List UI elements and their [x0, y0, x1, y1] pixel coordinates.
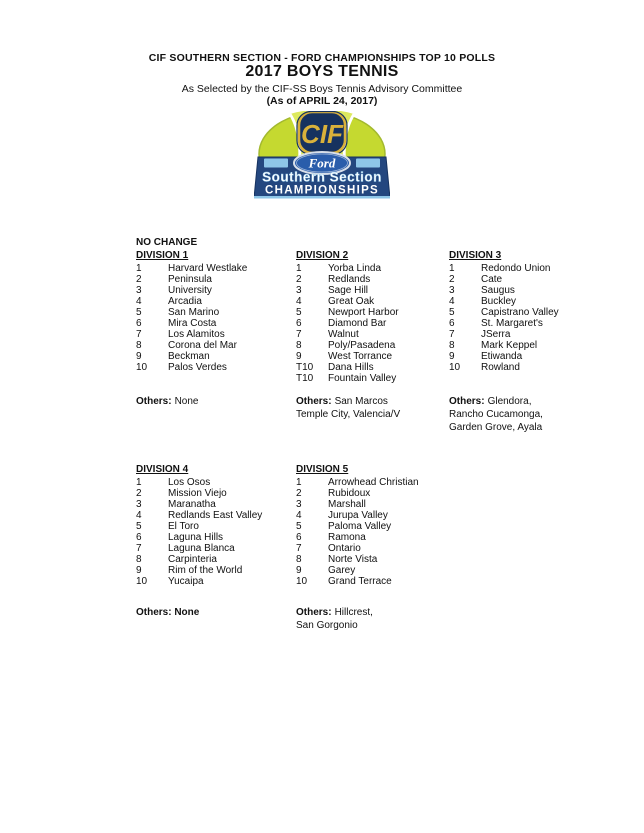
school-cell: Cate [481, 274, 503, 285]
ford-logo-text: Ford [308, 155, 336, 171]
school-cell: Mira Costa [168, 318, 217, 329]
ranking-row [136, 554, 291, 565]
ranking-row [136, 499, 291, 510]
ranking-row [296, 532, 451, 543]
rank-cell: 10 [296, 576, 308, 587]
ranking-row [136, 318, 291, 329]
others-extra-lines [449, 408, 599, 434]
ranking-row [296, 373, 451, 384]
rank-cell: 9 [296, 351, 302, 362]
ranking-row [449, 351, 604, 362]
school-cell: Peninsula [168, 274, 212, 285]
polls-section-bottom [0, 464, 644, 644]
ranking-row [296, 274, 451, 285]
school-cell: Marshall [328, 499, 366, 510]
others-label: Others: [296, 607, 332, 618]
others-label: Others: [449, 396, 485, 407]
rank-cell: 10 [136, 362, 148, 373]
school-cell: Rowland [481, 362, 520, 373]
ranking-row [136, 477, 291, 488]
school-cell: Jurupa Valley [328, 510, 388, 521]
school-cell: Arcadia [168, 296, 202, 307]
rank-cell: 8 [449, 340, 455, 351]
others-inline-text: Glendora, [487, 396, 532, 407]
rank-cell: 7 [136, 543, 142, 554]
ranking-list [449, 263, 604, 373]
school-cell: Harvard Westlake [168, 263, 248, 274]
others-line: Temple City, Valencia/V [296, 409, 401, 420]
rank-cell: 9 [296, 565, 302, 576]
cif-ford-championships-logo [254, 111, 390, 200]
others-label: Others: [296, 396, 332, 407]
ranking-row [136, 488, 291, 499]
division-column [136, 464, 291, 618]
school-cell: Ramona [328, 532, 366, 543]
ranking-row [296, 477, 451, 488]
ranking-row [136, 351, 291, 362]
banner-plate-right [356, 159, 380, 168]
rank-cell: 8 [296, 554, 302, 565]
ranking-row [296, 362, 451, 373]
school-cell: Palos Verdes [168, 362, 227, 373]
rank-cell: 4 [296, 296, 302, 307]
selection-credit-line: As Selected by the CIF-SS Boys Tennis Advisory Committee [181, 83, 463, 95]
ranking-row [296, 340, 451, 351]
others-line: Garden Grove, Ayala [449, 422, 543, 433]
rank-cell: 1 [296, 477, 302, 488]
rank-cell: 6 [136, 532, 142, 543]
ranking-row [296, 296, 451, 307]
school-cell: Dana Hills [328, 362, 374, 373]
rank-cell: 6 [296, 318, 302, 329]
school-cell: El Toro [168, 521, 199, 532]
school-cell: San Marino [168, 307, 220, 318]
rank-cell: 3 [449, 285, 455, 296]
school-cell: Garey [328, 565, 356, 576]
school-cell: Los Alamitos [168, 329, 225, 340]
document-subtitle-year: 2017 BOYS TENNIS [245, 63, 399, 80]
document-title: CIF SOUTHERN SECTION - FORD CHAMPIONSHIPS TOP 10 POLLS [148, 52, 496, 64]
rank-cell: 5 [136, 521, 142, 532]
school-cell: Redlands East Valley [168, 510, 263, 521]
rank-cell: 2 [136, 488, 142, 499]
school-cell: Great Oak [328, 296, 375, 307]
division-column [296, 250, 451, 420]
ranking-row [296, 499, 451, 510]
ranking-row [136, 340, 291, 351]
rank-cell: 3 [296, 499, 302, 510]
ranking-row [449, 296, 604, 307]
rank-cell: 5 [449, 307, 455, 318]
others-label: Others: [136, 396, 172, 407]
ranking-row [136, 565, 291, 576]
rank-cell: 6 [449, 318, 455, 329]
rank-cell: 7 [136, 329, 142, 340]
school-cell: Laguna Blanca [168, 543, 235, 554]
rank-cell: 2 [296, 274, 302, 285]
rank-cell: 1 [449, 263, 455, 274]
polls-section-top [0, 250, 644, 433]
rank-cell: 8 [136, 340, 142, 351]
rank-cell: 2 [136, 274, 142, 285]
rank-cell: 10 [136, 576, 148, 587]
school-cell: Saugus [481, 285, 515, 296]
ranking-row [136, 362, 291, 373]
rank-cell: 2 [296, 488, 302, 499]
ranking-row [296, 554, 451, 565]
division-title: DIVISION 4 [136, 464, 189, 475]
ranking-row [449, 340, 604, 351]
school-cell: Redondo Union [481, 263, 551, 274]
others-inline-text: Hillcrest, [334, 607, 373, 618]
ranking-row [136, 576, 291, 587]
division-column [136, 250, 291, 407]
others-extra-lines [296, 408, 446, 421]
ranking-row [136, 263, 291, 274]
division-title: DIVISION 2 [296, 250, 349, 261]
school-cell: Capistrano Valley [481, 307, 559, 318]
school-cell: Laguna Hills [168, 532, 224, 543]
school-cell: Corona del Mar [168, 340, 237, 351]
rank-cell: T10 [296, 373, 314, 384]
school-cell: Ontario [328, 543, 361, 554]
ranking-row [296, 318, 451, 329]
banner-southern-section-text: Southern Section [262, 169, 382, 185]
school-cell: Norte Vista [328, 554, 378, 565]
as-of-date: (As of APRIL 24, 2017) [266, 95, 378, 107]
rank-cell: 9 [136, 351, 142, 362]
school-cell: Diamond Bar [328, 318, 387, 329]
school-cell: Rim of the World [168, 565, 243, 576]
rank-cell: T10 [296, 362, 314, 373]
ranking-list [136, 263, 291, 373]
rank-cell: 1 [296, 263, 302, 274]
school-cell: Carpinteria [168, 554, 217, 565]
ranking-row [296, 565, 451, 576]
rank-cell: 1 [136, 477, 142, 488]
division-column [449, 250, 604, 433]
rank-cell: 7 [449, 329, 455, 340]
rank-cell: 9 [449, 351, 455, 362]
ranking-list [296, 477, 451, 587]
ranking-row [296, 488, 451, 499]
school-cell: Mark Keppel [481, 340, 538, 351]
school-cell: Beckman [168, 351, 210, 362]
ranking-row [136, 274, 291, 285]
ranking-row [296, 351, 451, 362]
rank-cell: 3 [136, 285, 142, 296]
school-cell: Yorba Linda [328, 263, 382, 274]
rank-cell: 10 [449, 362, 461, 373]
rank-cell: 7 [296, 329, 302, 340]
others-label: Others: None [136, 607, 200, 618]
ranking-row [296, 543, 451, 554]
rank-cell: 4 [449, 296, 455, 307]
ranking-row [136, 329, 291, 340]
division-column [296, 464, 451, 631]
school-cell: Mission Viejo [168, 488, 227, 499]
school-cell: JSerra [481, 329, 511, 340]
others-line: Rancho Cucamonga, [449, 409, 543, 420]
ranking-row [449, 307, 604, 318]
rank-cell: 8 [296, 340, 302, 351]
school-cell: Buckley [481, 296, 517, 307]
division-title: DIVISION 1 [136, 250, 189, 261]
ranking-list [136, 477, 291, 587]
rank-cell: 5 [136, 307, 142, 318]
ranking-row [296, 307, 451, 318]
ranking-row [136, 285, 291, 296]
division-title: DIVISION 3 [449, 250, 502, 261]
school-cell: St. Margaret's [481, 318, 543, 329]
rank-cell: 4 [296, 510, 302, 521]
school-cell: Etiwanda [481, 351, 523, 362]
others-extra-lines [296, 619, 446, 632]
school-cell: West Torrance [328, 351, 393, 362]
school-cell: Fountain Valley [328, 373, 397, 384]
others-inline-text: San Marcos [334, 396, 388, 407]
ranking-row [296, 285, 451, 296]
ranking-row [449, 362, 604, 373]
ranking-row [136, 521, 291, 532]
rank-cell: 6 [296, 532, 302, 543]
others-inline-text: None [174, 396, 199, 407]
ranking-list [296, 263, 451, 384]
school-cell: Newport Harbor [328, 307, 399, 318]
others-note [296, 395, 446, 421]
division-title: DIVISION 5 [296, 464, 349, 475]
banner-plate-left [264, 159, 288, 168]
ranking-row [136, 296, 291, 307]
ranking-row [136, 543, 291, 554]
ranking-row [296, 510, 451, 521]
rank-cell: 8 [136, 554, 142, 565]
school-cell: Redlands [328, 274, 371, 285]
rank-cell: 9 [136, 565, 142, 576]
school-cell: Los Osos [168, 477, 211, 488]
ranking-row [136, 532, 291, 543]
ranking-row [136, 510, 291, 521]
rank-cell: 4 [136, 296, 142, 307]
school-cell: Yucaipa [168, 576, 204, 587]
ranking-row [296, 576, 451, 587]
rank-cell: 7 [296, 543, 302, 554]
school-cell: Poly/Pasadena [328, 340, 396, 351]
others-note [296, 606, 446, 632]
rank-cell: 4 [136, 510, 142, 521]
ranking-row [136, 307, 291, 318]
school-cell: Arrowhead Christian [328, 477, 419, 488]
rank-cell: 3 [136, 499, 142, 510]
ranking-row [296, 521, 451, 532]
rank-cell: 5 [296, 521, 302, 532]
ranking-row [296, 329, 451, 340]
rank-cell: 5 [296, 307, 302, 318]
school-cell: Maranatha [168, 499, 216, 510]
others-note [449, 395, 599, 434]
school-cell: Rubidoux [328, 488, 371, 499]
ranking-row [449, 285, 604, 296]
ranking-row [449, 329, 604, 340]
school-cell: Sage Hill [328, 285, 369, 296]
school-cell: Walnut [328, 329, 359, 340]
status-note: NO CHANGE [136, 237, 198, 248]
rank-cell: 2 [449, 274, 455, 285]
ranking-row [449, 274, 604, 285]
banner-bottom-strip [254, 196, 390, 199]
others-note [136, 606, 286, 619]
ranking-row [449, 263, 604, 274]
rank-cell: 3 [296, 285, 302, 296]
ranking-row [449, 318, 604, 329]
school-cell: Grand Terrace [328, 576, 392, 587]
school-cell: Paloma Valley [328, 521, 392, 532]
ranking-row [296, 263, 451, 274]
school-cell: University [168, 285, 212, 296]
others-note [136, 395, 286, 408]
rank-cell: 6 [136, 318, 142, 329]
rank-cell: 1 [136, 263, 142, 274]
banner-championships-text: CHAMPIONSHIPS [264, 184, 380, 197]
cif-logo-text: CIF [301, 119, 343, 149]
others-line: San Gorgonio [296, 620, 358, 631]
